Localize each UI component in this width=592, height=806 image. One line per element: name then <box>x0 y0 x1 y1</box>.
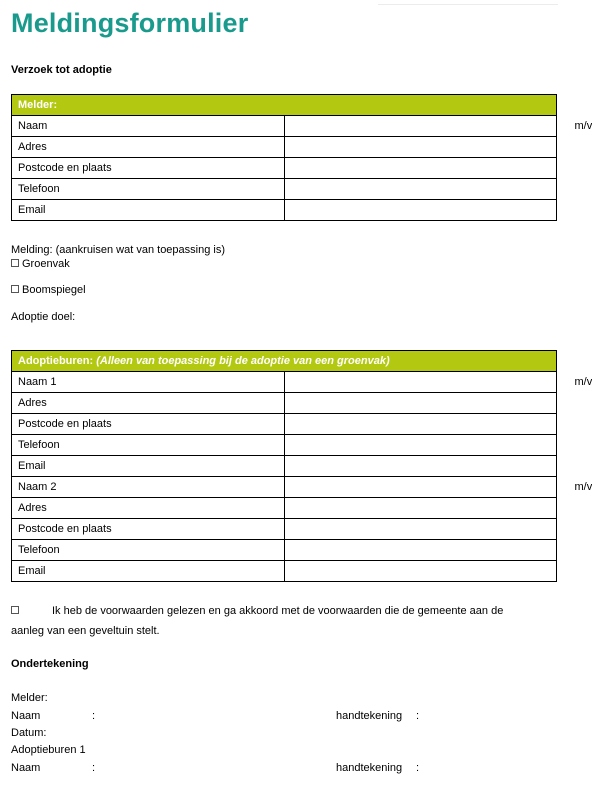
row-label: Postcode en plaats <box>12 158 285 179</box>
form-subtitle: Verzoek tot adoptie <box>11 64 112 76</box>
adres1-field[interactable] <box>284 393 557 414</box>
checkbox-icon[interactable] <box>11 259 19 267</box>
gender-label: m/v <box>574 481 592 493</box>
signing-heading: Ondertekening <box>11 658 89 670</box>
adoptieburen-label: Adoptieburen 1 <box>11 744 86 756</box>
row-label: Adres <box>12 498 285 519</box>
table-row <box>12 158 557 179</box>
melder-label: Melder: <box>11 692 48 704</box>
table-row <box>12 179 557 200</box>
table-row <box>12 561 557 582</box>
checkbox-icon[interactable] <box>11 285 19 293</box>
agreement-line1: Ik heb de voorwaarden gelezen en ga akkoord met de voorwaarden die de gemeente aan de <box>52 605 504 617</box>
row-label: Postcode en plaats <box>12 519 285 540</box>
naam-label: Naam <box>11 762 41 774</box>
table-row <box>12 435 557 456</box>
row-label: Email <box>12 561 285 582</box>
naam2-field[interactable] <box>284 477 592 498</box>
header-bold-label: Adoptieburen: <box>18 355 97 367</box>
email-field[interactable] <box>284 200 557 221</box>
table-row <box>12 540 557 561</box>
melding-intro: Melding: (aankruisen wat van toepassing is) <box>11 244 226 256</box>
table-row <box>12 498 557 519</box>
email2-field[interactable] <box>284 561 557 582</box>
row-label: Email <box>12 456 285 477</box>
telefoon1-field[interactable] <box>284 435 557 456</box>
adoptieburen-table <box>11 350 592 582</box>
postcode2-field[interactable] <box>284 519 557 540</box>
row-label: Email <box>12 200 285 221</box>
row-label: Naam 1 <box>12 372 285 393</box>
agreement-line2: aanleg van een geveltuin stelt. <box>11 625 160 637</box>
handtekening-colon: : <box>416 710 420 722</box>
naam-label: Naam <box>11 710 41 722</box>
row-label: Telefoon <box>12 179 285 200</box>
agreement-checkbox[interactable] <box>11 605 22 617</box>
row-label: Adres <box>12 137 285 158</box>
table-row <box>12 116 557 137</box>
datum-label: Datum: <box>11 727 47 739</box>
table-row <box>12 393 557 414</box>
table-row <box>12 477 557 498</box>
adres-field[interactable] <box>284 137 557 158</box>
gender-label: m/v <box>574 120 592 132</box>
adoptie-doel-label: Adoptie doel: <box>11 311 76 323</box>
row-label: Telefoon <box>12 435 285 456</box>
row-label: Telefoon <box>12 540 285 561</box>
page-title: Meldingsformulier <box>11 8 249 38</box>
row-label: Naam 2 <box>12 477 285 498</box>
melder-header-label: Melder: <box>12 95 557 116</box>
melder-table-header <box>12 95 557 116</box>
telefoon2-field[interactable] <box>284 540 557 561</box>
naam-colon: : <box>92 762 96 774</box>
postcode-field[interactable] <box>284 158 557 179</box>
table-row <box>12 519 557 540</box>
table-row <box>12 456 557 477</box>
adoptieburen-header <box>12 351 557 372</box>
melder-table <box>11 94 592 221</box>
row-label: Naam <box>12 116 285 137</box>
row-label: Adres <box>12 393 285 414</box>
naam1-field[interactable] <box>284 372 592 393</box>
telefoon-field[interactable] <box>284 179 557 200</box>
table-row <box>12 414 557 435</box>
postcode1-field[interactable] <box>284 414 557 435</box>
option-boomspiegel[interactable] <box>11 284 86 296</box>
adres2-field[interactable] <box>284 498 557 519</box>
handtekening-colon: : <box>416 762 420 774</box>
email1-field[interactable] <box>284 456 557 477</box>
option-label: Boomspiegel <box>22 284 86 296</box>
naam-colon: : <box>92 710 96 722</box>
handtekening-label: handtekening <box>336 762 403 774</box>
naam-field[interactable] <box>284 116 592 137</box>
table-row <box>12 372 557 393</box>
option-label: Groenvak <box>22 258 70 270</box>
adoptieburen-table-header <box>12 351 557 372</box>
header-italic-label: (Alleen van toepassing bij de adoptie van een groenvak) <box>96 355 390 367</box>
table-row <box>12 200 557 221</box>
checkbox-icon[interactable] <box>11 606 19 614</box>
table-row <box>12 137 557 158</box>
top-divider <box>378 4 558 5</box>
handtekening-label: handtekening <box>336 710 403 722</box>
option-groenvak[interactable] <box>11 258 70 270</box>
gender-label: m/v <box>574 376 592 388</box>
row-label: Postcode en plaats <box>12 414 285 435</box>
